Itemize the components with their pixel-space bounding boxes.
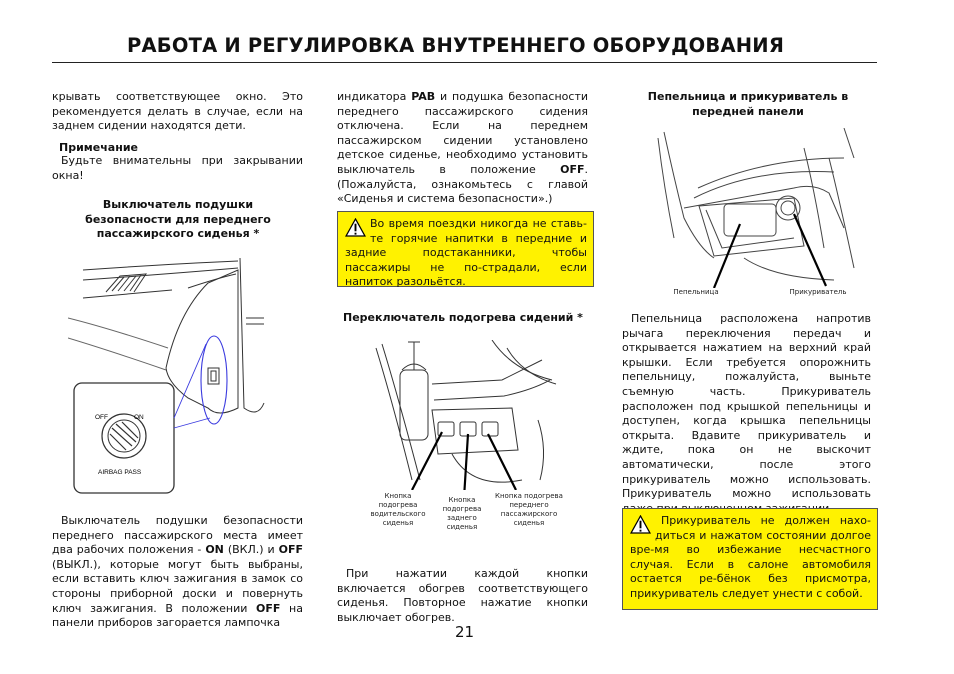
note-text: Будьте внимательны при закрывании окна! [52,154,303,182]
warning-lighter-text: Прикуриватель не должен нахо-диться и нажатом состоянии долгое вре-мя во избежание несчастного случая. Если в салоне автомобиля остается ре-бёнок без присмотра, прикуриватель следует унести с собой. [630,514,871,600]
caption-driver: Кнопка подогрева водительского сиденья [370,492,426,527]
caption-lighter: Прикуриватель [789,288,847,296]
col2-pab: PAB [411,90,436,103]
airbag-body-c: на панели приборов загорается лампочка [52,601,303,630]
airbag-switch-illustration [68,258,274,498]
airbag-heading: Выключатель подушки безопасности для переднего пассажирского сиденья * [85,198,271,241]
airbag-body-a: Выключатель подушки безопасности переднего пассажирского места имеет два рабочих положения - [52,514,303,557]
title-rule [52,62,877,63]
airbag-body-b: (ВЫКЛ.), которые могут быть выбраны, если вставить ключ зажигания в замок со стороны приборной доски и повернуть ключ зажигания. В положении [52,557,303,615]
airbag-on-ru: (ВКЛ.) и [223,543,279,557]
warning-drinks-text: Во время поездки никогда не ставь-те горячие напитки в передние и задние подстаканники, чтобы пассажиры не по-страдали, если напиток разольётся. [345,217,587,289]
page-title: РАБОТА И РЕГУЛИРОВКА ВНУТРЕННЕГО ОБОРУДОВАНИЯ [127,34,785,57]
seat-heat-text: При нажатии каждой кнопки включается обогрев соответствующего сиденья. Повторное нажатие кнопки выключает обогрев. [337,567,588,624]
switch-label-airbag: AIRBAG PASS [98,469,142,476]
seat-heat-heading: Переключатель подогрева сидений * [343,311,583,324]
warning-triangle-icon [630,515,651,534]
caption-passenger: Кнопка подогрева переднего пассажирского сиденья [495,492,563,527]
col2-body [337,90,588,207]
heat-button-passenger[interactable] [482,422,498,436]
ashtray-heading: Пепельница и прикуриватель в передней панели [647,90,849,118]
col2-body-b: и подушка безопасности переднего пассажирского сидения отключена. Если на переднем пассажирском сидении установлено детское сиденье, необходимо установить выключатель в положение [337,90,588,176]
col1-intro [52,90,303,134]
switch-label-off: OFF [95,414,108,421]
note-heading: Примечание [59,141,138,154]
warning-box-drinks [337,211,594,287]
airbag-off2: OFF [256,601,281,615]
ashtray-text: Пепельница расположена напротив рычага переключения передач и открывается нажатием на верхний край крышки. Если требуется опорожнить пепельницу, пожалуйста, выньте съемную часть. Прикуриватель расположен под крышкой пепельницы и доступен, когда крышка пепельницы открыта. Вдавите прикуриватель и ждите, пока он не выскочит автоматически, после этого прикуриватель можно использовать. Прикуриватель можно использовать [622,312,871,501]
warning-triangle-icon [345,218,366,237]
caption-ashtray: Пепельница [673,288,719,296]
switch-label-on: ON [134,414,144,421]
ashtray-illustration [654,128,864,288]
warning-box-lighter [622,508,878,610]
seat-heating-illustration [372,340,562,490]
col2-body-c: . (Пожалуйста, ознакомьтесь с главой «Сиденья и система безопасности».) [337,162,588,206]
note-body [52,154,303,183]
seat-heat-body [337,567,588,625]
airbag-on: ON [205,543,224,557]
page-number: 21 [455,623,475,641]
col1-intro-text: крывать соответствующее окно. Это рекомендуется делать в случае, если на заднем сидении находятся дети. [52,90,303,133]
col2-body-a: индикатора [337,90,412,103]
airbag-off: OFF [278,543,303,557]
caption-rear: Кнопка подогрева заднего сиденья [442,496,482,531]
col2-off: OFF [560,162,585,176]
heat-button-rear[interactable] [460,422,476,436]
ashtray-body [622,312,871,516]
highlight-circle [201,336,227,424]
airbag-body [52,514,303,631]
